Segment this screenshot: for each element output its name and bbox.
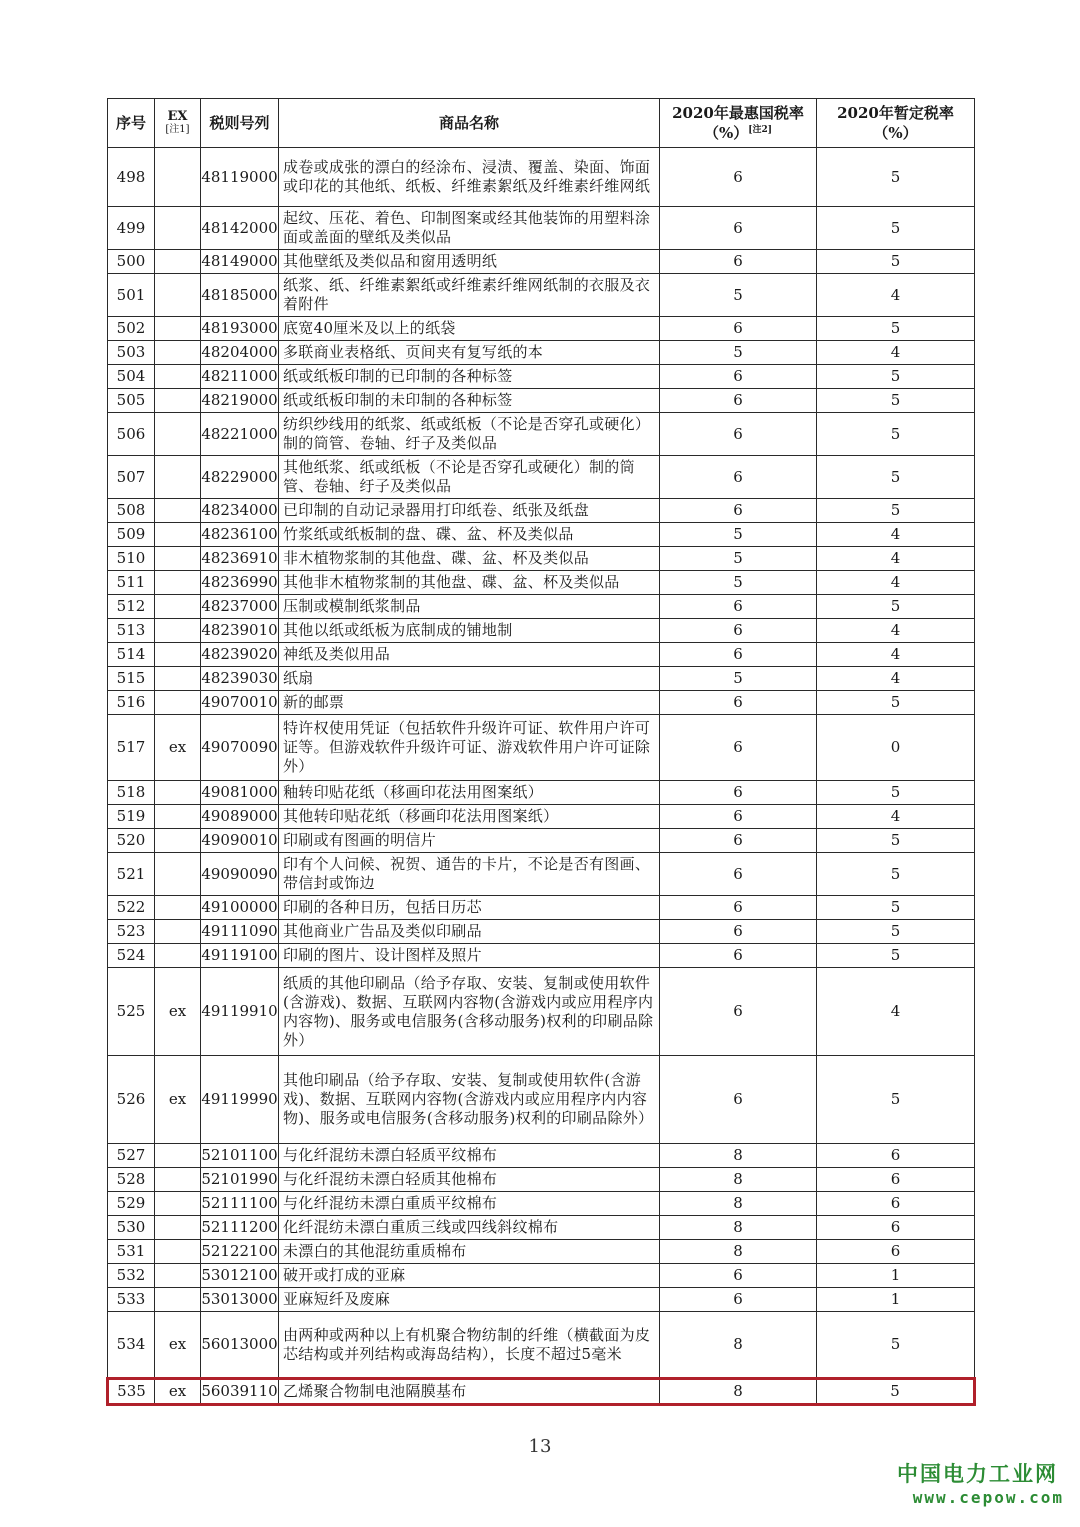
- header-ex: [155, 99, 201, 148]
- cell-seq: 516: [108, 691, 155, 715]
- table-row: [108, 317, 975, 341]
- header-ex-note: [注1]: [165, 124, 190, 135]
- table-row: [108, 595, 975, 619]
- cell-interim-rate: 4: [817, 667, 975, 691]
- cell-mfn-rate: 6: [660, 853, 817, 896]
- cell-interim-rate: 5: [817, 317, 975, 341]
- table-row: [108, 619, 975, 643]
- cell-interim-rate: 5: [817, 920, 975, 944]
- cell-mfn-rate: 8: [660, 1192, 817, 1216]
- cell-interim-rate: 5: [817, 148, 975, 207]
- cell-interim-rate: 4: [817, 523, 975, 547]
- cell-code: 52122100: [201, 1240, 279, 1264]
- cell-seq: 501: [108, 274, 155, 317]
- table-row: [108, 413, 975, 456]
- cell-interim-rate: 5: [817, 413, 975, 456]
- cell-seq: 499: [108, 207, 155, 250]
- cell-seq: 530: [108, 1216, 155, 1240]
- cell-seq: 528: [108, 1168, 155, 1192]
- cell-ex: [155, 920, 201, 944]
- table-row: [108, 853, 975, 896]
- table-row: [108, 365, 975, 389]
- cell-interim-rate: 5: [817, 389, 975, 413]
- cell-interim-rate: 4: [817, 643, 975, 667]
- cell-code: 48239030: [201, 667, 279, 691]
- cell-name: 由两种或两种以上有机聚合物纺制的纤维（横截面为皮芯结构或并列结构或海岛结构），长度不超过5毫米: [279, 1312, 660, 1379]
- cell-ex: [155, 781, 201, 805]
- table-row: [108, 523, 975, 547]
- cell-ex: [155, 829, 201, 853]
- cell-interim-rate: 0: [817, 715, 975, 781]
- cell-ex: ex: [155, 1056, 201, 1144]
- cell-code: 48142000: [201, 207, 279, 250]
- table-row: [108, 456, 975, 499]
- cell-mfn-rate: 5: [660, 547, 817, 571]
- cell-interim-rate: 4: [817, 968, 975, 1056]
- header-name: 商品名称: [279, 99, 660, 148]
- table-row: [108, 571, 975, 595]
- watermark-site-name: 中国电力工业网: [897, 1462, 1058, 1486]
- table-row: [108, 389, 975, 413]
- cell-name: 纺织纱线用的纸浆、纸或纸板（不论是否穿孔或硬化）制的筒管、卷轴、纡子及类似品: [279, 413, 660, 456]
- cell-mfn-rate: 6: [660, 595, 817, 619]
- cell-interim-rate: 6: [817, 1216, 975, 1240]
- table-row: [108, 805, 975, 829]
- cell-ex: [155, 413, 201, 456]
- cell-ex: [155, 1144, 201, 1168]
- cell-mfn-rate: 8: [660, 1312, 817, 1379]
- cell-mfn-rate: 6: [660, 1288, 817, 1312]
- cell-name: 纸或纸板印制的未印制的各种标签: [279, 389, 660, 413]
- table-row: [108, 1379, 975, 1405]
- cell-ex: [155, 341, 201, 365]
- cell-mfn-rate: 5: [660, 274, 817, 317]
- table-row: [108, 341, 975, 365]
- header-interim-line2: （%）: [873, 124, 918, 142]
- cell-interim-rate: 4: [817, 274, 975, 317]
- cell-seq: 525: [108, 968, 155, 1056]
- cell-ex: [155, 499, 201, 523]
- header-code: 税则号列: [201, 99, 279, 148]
- cell-ex: [155, 207, 201, 250]
- cell-name: 成卷或成张的漂白的经涂布、浸渍、覆盖、染面、饰面或印花的其他纸、纸板、纤维素絮纸及纤维素纤维网纸: [279, 148, 660, 207]
- cell-mfn-rate: 5: [660, 667, 817, 691]
- cell-name: 竹浆纸或纸板制的盘、碟、盆、杯及类似品: [279, 523, 660, 547]
- cell-ex: [155, 1240, 201, 1264]
- cell-code: 56013000: [201, 1312, 279, 1379]
- cell-seq: 508: [108, 499, 155, 523]
- table-row: [108, 1264, 975, 1288]
- cell-code: 48234000: [201, 499, 279, 523]
- cell-ex: [155, 805, 201, 829]
- cell-mfn-rate: 8: [660, 1144, 817, 1168]
- table-body: [108, 148, 975, 1405]
- cell-ex: [155, 1264, 201, 1288]
- cell-name: 其他商业广告品及类似印刷品: [279, 920, 660, 944]
- cell-name: 未漂白的其他混纺重质棉布: [279, 1240, 660, 1264]
- header-mfn-rate: [660, 99, 817, 148]
- cell-ex: ex: [155, 1312, 201, 1379]
- cell-mfn-rate: 6: [660, 643, 817, 667]
- cell-interim-rate: 5: [817, 1379, 975, 1405]
- cell-interim-rate: 5: [817, 1056, 975, 1144]
- cell-seq: 519: [108, 805, 155, 829]
- cell-mfn-rate: 6: [660, 1264, 817, 1288]
- cell-interim-rate: 6: [817, 1192, 975, 1216]
- cell-ex: [155, 619, 201, 643]
- page-number: 13: [528, 1436, 552, 1457]
- cell-seq: 506: [108, 413, 155, 456]
- cell-mfn-rate: 6: [660, 207, 817, 250]
- cell-interim-rate: 5: [817, 896, 975, 920]
- table-row: [108, 643, 975, 667]
- cell-mfn-rate: 6: [660, 944, 817, 968]
- cell-ex: ex: [155, 1379, 201, 1405]
- cell-interim-rate: 6: [817, 1144, 975, 1168]
- cell-code: 49081000: [201, 781, 279, 805]
- table-row: [108, 1288, 975, 1312]
- header-seq: 序号: [108, 99, 155, 148]
- cell-seq: 520: [108, 829, 155, 853]
- cell-name: 印刷或有图画的明信片: [279, 829, 660, 853]
- cell-interim-rate: 4: [817, 547, 975, 571]
- cell-code: 48221000: [201, 413, 279, 456]
- cell-seq: 532: [108, 1264, 155, 1288]
- cell-ex: [155, 456, 201, 499]
- cell-ex: [155, 1288, 201, 1312]
- cell-name: 多联商业表格纸、页间夹有复写纸的本: [279, 341, 660, 365]
- cell-interim-rate: 5: [817, 944, 975, 968]
- cell-seq: 502: [108, 317, 155, 341]
- cell-mfn-rate: 6: [660, 456, 817, 499]
- cell-seq: 513: [108, 619, 155, 643]
- cell-mfn-rate: 6: [660, 715, 817, 781]
- cell-mfn-rate: 6: [660, 148, 817, 207]
- cell-ex: [155, 148, 201, 207]
- cell-name: 化纤混纺未漂白重质三线或四线斜纹棉布: [279, 1216, 660, 1240]
- cell-code: 48229000: [201, 456, 279, 499]
- cell-seq: 533: [108, 1288, 155, 1312]
- cell-name: 纸浆、纸、纤维素絮纸或纤维素纤维网纸制的衣服及衣着附件: [279, 274, 660, 317]
- cell-code: 49119100: [201, 944, 279, 968]
- cell-name: 神纸及类似用品: [279, 643, 660, 667]
- cell-ex: [155, 317, 201, 341]
- cell-interim-rate: 6: [817, 1168, 975, 1192]
- cell-mfn-rate: 6: [660, 317, 817, 341]
- header-interim-line1: 2020年暂定税率: [837, 104, 954, 122]
- cell-name: 与化纤混纺未漂白重质平纹棉布: [279, 1192, 660, 1216]
- table-row: [108, 1312, 975, 1379]
- cell-code: 56039110: [201, 1379, 279, 1405]
- cell-ex: [155, 853, 201, 896]
- table-row: [108, 207, 975, 250]
- cell-seq: 535: [108, 1379, 155, 1405]
- table-row: [108, 944, 975, 968]
- cell-seq: 524: [108, 944, 155, 968]
- cell-ex: [155, 523, 201, 547]
- cell-mfn-rate: 8: [660, 1240, 817, 1264]
- cell-ex: [155, 896, 201, 920]
- cell-ex: [155, 1168, 201, 1192]
- cell-ex: [155, 691, 201, 715]
- cell-seq: 526: [108, 1056, 155, 1144]
- table-header-row: [108, 99, 975, 148]
- cell-ex: [155, 274, 201, 317]
- cell-name: 非木植物浆制的其他盘、碟、盆、杯及类似品: [279, 547, 660, 571]
- cell-seq: 500: [108, 250, 155, 274]
- cell-code: 49119990: [201, 1056, 279, 1144]
- cell-mfn-rate: 6: [660, 250, 817, 274]
- cell-interim-rate: 4: [817, 805, 975, 829]
- cell-name: 与化纤混纺未漂白轻质其他棉布: [279, 1168, 660, 1192]
- cell-code: 52111100: [201, 1192, 279, 1216]
- cell-seq: 527: [108, 1144, 155, 1168]
- cell-seq: 512: [108, 595, 155, 619]
- cell-code: 48185000: [201, 274, 279, 317]
- cell-seq: 534: [108, 1312, 155, 1379]
- cell-interim-rate: 4: [817, 571, 975, 595]
- cell-name: 破开或打成的亚麻: [279, 1264, 660, 1288]
- table-row: [108, 1168, 975, 1192]
- cell-interim-rate: 4: [817, 619, 975, 643]
- cell-mfn-rate: 6: [660, 805, 817, 829]
- cell-mfn-rate: 6: [660, 781, 817, 805]
- cell-name: 纸或纸板印制的已印制的各种标签: [279, 365, 660, 389]
- cell-mfn-rate: 6: [660, 619, 817, 643]
- table-row: [108, 1216, 975, 1240]
- cell-code: 48211000: [201, 365, 279, 389]
- table-row: [108, 148, 975, 207]
- cell-mfn-rate: 6: [660, 920, 817, 944]
- cell-seq: 514: [108, 643, 155, 667]
- table-row: [108, 499, 975, 523]
- cell-seq: 529: [108, 1192, 155, 1216]
- cell-name: 纸扇: [279, 667, 660, 691]
- cell-interim-rate: 5: [817, 456, 975, 499]
- cell-interim-rate: 5: [817, 781, 975, 805]
- cell-code: 48204000: [201, 341, 279, 365]
- cell-name: 其他非木植物浆制的其他盘、碟、盆、杯及类似品: [279, 571, 660, 595]
- cell-seq: 498: [108, 148, 155, 207]
- cell-mfn-rate: 8: [660, 1379, 817, 1405]
- header-mfn-line1: 2020年最惠国税率: [672, 104, 804, 122]
- cell-name: 其他以纸或纸板为底制成的铺地制: [279, 619, 660, 643]
- cell-mfn-rate: 6: [660, 413, 817, 456]
- cell-ex: ex: [155, 715, 201, 781]
- cell-code: 53013000: [201, 1288, 279, 1312]
- header-ex-label: EX: [167, 109, 188, 124]
- cell-ex: [155, 643, 201, 667]
- cell-seq: 531: [108, 1240, 155, 1264]
- cell-interim-rate: 5: [817, 365, 975, 389]
- tariff-table: [106, 98, 976, 1406]
- cell-ex: [155, 571, 201, 595]
- cell-interim-rate: 5: [817, 499, 975, 523]
- cell-code: 49111090: [201, 920, 279, 944]
- cell-code: 49089000: [201, 805, 279, 829]
- cell-code: 48193000: [201, 317, 279, 341]
- cell-code: 48239020: [201, 643, 279, 667]
- cell-seq: 521: [108, 853, 155, 896]
- cell-code: 48236100: [201, 523, 279, 547]
- cell-name: 其他纸浆、纸或纸板（不论是否穿孔或硬化）制的筒管、卷轴、纡子及类似品: [279, 456, 660, 499]
- cell-code: 49070010: [201, 691, 279, 715]
- cell-code: 49100000: [201, 896, 279, 920]
- cell-mfn-rate: 6: [660, 896, 817, 920]
- cell-mfn-rate: 8: [660, 1168, 817, 1192]
- cell-code: 48239010: [201, 619, 279, 643]
- cell-seq: 510: [108, 547, 155, 571]
- cell-code: 52111200: [201, 1216, 279, 1240]
- cell-mfn-rate: 6: [660, 1056, 817, 1144]
- cell-name: 纸质的其他印刷品（给予存取、安装、复制或使用软件(含游戏)、数据、互联网内容物(含游戏内或应用程序内内容物)、服务或电信服务(含移动服务)权利的印刷品除外）: [279, 968, 660, 1056]
- table-row: [108, 250, 975, 274]
- watermark-site-url: www.cepow.com: [912, 1488, 1064, 1507]
- cell-mfn-rate: 5: [660, 523, 817, 547]
- table-row: [108, 968, 975, 1056]
- cell-name: 压制或模制纸浆制品: [279, 595, 660, 619]
- cell-code: 48219000: [201, 389, 279, 413]
- cell-seq: 509: [108, 523, 155, 547]
- cell-code: 48149000: [201, 250, 279, 274]
- cell-name: 亚麻短纤及废麻: [279, 1288, 660, 1312]
- cell-name: 与化纤混纺未漂白轻质平纹棉布: [279, 1144, 660, 1168]
- table-row: [108, 829, 975, 853]
- cell-mfn-rate: 5: [660, 341, 817, 365]
- cell-mfn-rate: 6: [660, 968, 817, 1056]
- cell-seq: 503: [108, 341, 155, 365]
- cell-code: 49090090: [201, 853, 279, 896]
- cell-ex: [155, 595, 201, 619]
- table-row: [108, 1192, 975, 1216]
- cell-interim-rate: 1: [817, 1288, 975, 1312]
- cell-name: 印刷的图片、设计图样及照片: [279, 944, 660, 968]
- cell-code: 52101990: [201, 1168, 279, 1192]
- cell-name: 釉转印贴花纸（移画印花法用图案纸）: [279, 781, 660, 805]
- table-row: [108, 1240, 975, 1264]
- cell-code: 48236990: [201, 571, 279, 595]
- cell-name: 起纹、压花、着色、印制图案或经其他装饰的用塑料涂面或盖面的壁纸及类似品: [279, 207, 660, 250]
- cell-ex: [155, 944, 201, 968]
- cell-mfn-rate: 6: [660, 499, 817, 523]
- cell-interim-rate: 5: [817, 1312, 975, 1379]
- cell-seq: 518: [108, 781, 155, 805]
- table-row: [108, 896, 975, 920]
- cell-name: 已印制的自动记录器用打印纸卷、纸张及纸盘: [279, 499, 660, 523]
- cell-mfn-rate: 8: [660, 1216, 817, 1240]
- cell-name: 印有个人问候、祝贺、通告的卡片，不论是否有图画、带信封或饰边: [279, 853, 660, 896]
- table-row: [108, 274, 975, 317]
- cell-code: 49070090: [201, 715, 279, 781]
- cell-interim-rate: 4: [817, 341, 975, 365]
- cell-mfn-rate: 5: [660, 571, 817, 595]
- cell-mfn-rate: 6: [660, 365, 817, 389]
- cell-interim-rate: 5: [817, 853, 975, 896]
- cell-interim-rate: 5: [817, 829, 975, 853]
- cell-ex: [155, 547, 201, 571]
- cell-ex: [155, 1192, 201, 1216]
- header-interim-rate: [817, 99, 975, 148]
- cell-mfn-rate: 6: [660, 691, 817, 715]
- table-row: [108, 920, 975, 944]
- cell-name: 印刷的各种日历，包括日历芯: [279, 896, 660, 920]
- cell-mfn-rate: 6: [660, 829, 817, 853]
- cell-interim-rate: 5: [817, 207, 975, 250]
- cell-seq: 505: [108, 389, 155, 413]
- cell-interim-rate: 6: [817, 1240, 975, 1264]
- cell-name: 其他壁纸及类似品和窗用透明纸: [279, 250, 660, 274]
- cell-ex: [155, 389, 201, 413]
- cell-seq: 511: [108, 571, 155, 595]
- cell-code: 49090010: [201, 829, 279, 853]
- table-row: [108, 781, 975, 805]
- cell-interim-rate: 5: [817, 691, 975, 715]
- cell-name: 其他印刷品（给予存取、安装、复制或使用软件(含游戏)、数据、互联网内容物(含游戏内或应用程序内内容物)、服务或电信服务(含移动服务)权利的印刷品除外）: [279, 1056, 660, 1144]
- cell-mfn-rate: 6: [660, 389, 817, 413]
- header-mfn-note: [注2]: [748, 125, 773, 135]
- cell-seq: 522: [108, 896, 155, 920]
- cell-name: 其他转印贴花纸（移画印花法用图案纸）: [279, 805, 660, 829]
- cell-code: 48119000: [201, 148, 279, 207]
- table-row: [108, 547, 975, 571]
- cell-seq: 504: [108, 365, 155, 389]
- table-row: [108, 1056, 975, 1144]
- cell-name: 底宽40厘米及以上的纸袋: [279, 317, 660, 341]
- cell-name: 新的邮票: [279, 691, 660, 715]
- cell-interim-rate: 5: [817, 595, 975, 619]
- cell-code: 52101100: [201, 1144, 279, 1168]
- cell-seq: 515: [108, 667, 155, 691]
- cell-name: 特许权使用凭证（包括软件升级许可证、软件用户许可证等。但游戏软件升级许可证、游戏软件用户许可证除外）: [279, 715, 660, 781]
- table-row: [108, 715, 975, 781]
- table-row: [108, 691, 975, 715]
- cell-seq: 517: [108, 715, 155, 781]
- cell-ex: [155, 667, 201, 691]
- cell-interim-rate: 5: [817, 250, 975, 274]
- cell-code: 53012100: [201, 1264, 279, 1288]
- header-mfn-line2: （%）: [703, 124, 749, 142]
- cell-code: 48237000: [201, 595, 279, 619]
- cell-seq: 507: [108, 456, 155, 499]
- cell-code: 49119910: [201, 968, 279, 1056]
- cell-seq: 523: [108, 920, 155, 944]
- table-row: [108, 1144, 975, 1168]
- cell-interim-rate: 1: [817, 1264, 975, 1288]
- cell-ex: [155, 1216, 201, 1240]
- cell-code: 48236910: [201, 547, 279, 571]
- cell-ex: [155, 250, 201, 274]
- cell-ex: [155, 365, 201, 389]
- cell-name: 乙烯聚合物制电池隔膜基布: [279, 1379, 660, 1405]
- cell-ex: ex: [155, 968, 201, 1056]
- table-row: [108, 667, 975, 691]
